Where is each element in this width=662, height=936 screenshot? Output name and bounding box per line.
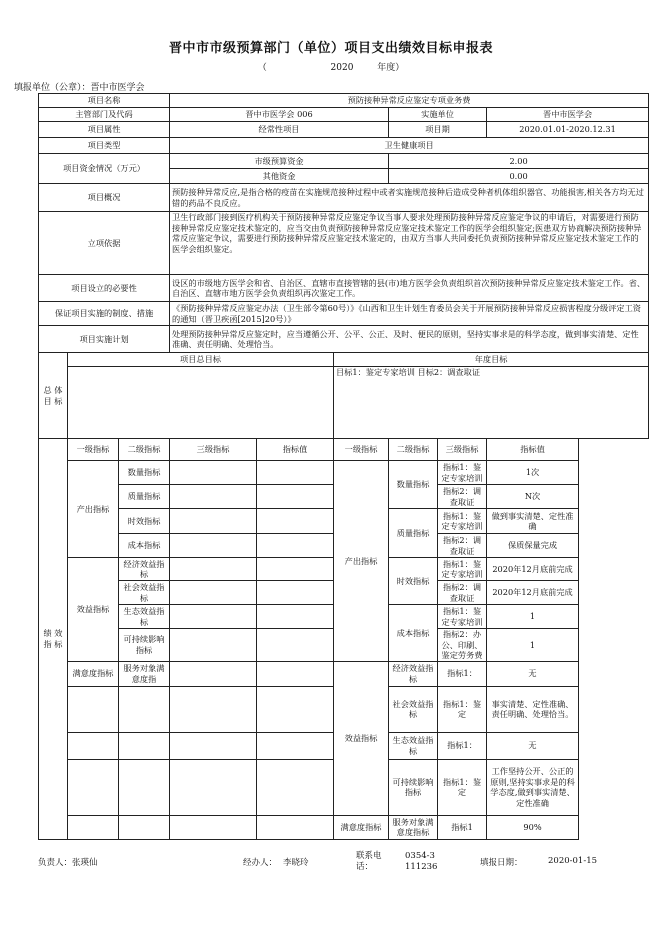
left-l1-header: 一级指标 [68, 439, 119, 461]
footer-date: 2020-01-15 [548, 856, 598, 866]
left-satisfaction-label: 满意度指标 [68, 661, 119, 686]
fill-unit: 填报单位（公章）：晋中市医学会 [14, 83, 145, 93]
empty-cell [170, 815, 257, 839]
empty-cell [170, 732, 257, 759]
right-qa2-name: 指标2：调查取证 [438, 534, 487, 558]
year-close: 年度） [377, 63, 405, 73]
plan-text: 处理预防接种异常反应鉴定时，应当遵循公开、公平、公正、及时、便民的原则，坚持实事求是的科学态度，做到事实清楚、定性准确、责任明确、处理恰当。 [170, 326, 649, 353]
system-label: 保证项目实施的制度、措施 [39, 302, 170, 326]
right-social-name: 指标1：鉴定 [438, 686, 487, 732]
empty-cell [68, 815, 119, 839]
empty-cell [119, 815, 170, 839]
right-eco-name: 指标1： [438, 732, 487, 759]
right-c1-val: 1 [487, 605, 579, 629]
left-cost: 成本指标 [119, 534, 170, 558]
empty-cell [257, 686, 334, 732]
footer-owner: 负责人：张瑛仙 [38, 858, 98, 868]
right-q1-name: 指标1：鉴定专家培训 [438, 461, 487, 485]
left-sustain-val [257, 629, 334, 662]
impl-value: 晋中市医学会 [487, 108, 649, 122]
right-q2-val: N次 [487, 485, 579, 509]
right-qa1-name: 指标1：鉴定专家培训 [438, 509, 487, 534]
footer-phone-label: 联系电话： [356, 851, 382, 873]
indicator-section-label: 绩 效 指 标 [39, 439, 68, 840]
total-goal-text [68, 367, 334, 439]
right-econ-val: 无 [487, 661, 579, 686]
left-time-val [257, 509, 334, 534]
empty-cell [257, 815, 334, 839]
left-quantity-val [257, 461, 334, 485]
right-social-val: 事实清楚、定性准确、责任明确、处理恰当。 [487, 686, 579, 732]
left-l2-header: 二级指标 [119, 439, 170, 461]
right-eco: 生态效益指标 [389, 732, 438, 759]
left-benefit-label: 效益指标 [68, 558, 119, 662]
empty-cell [119, 759, 170, 815]
right-service: 服务对象满意度指标 [389, 815, 438, 839]
right-c1-name: 指标1：鉴定专家培训 [438, 605, 487, 629]
left-val-header: 指标值 [257, 439, 334, 461]
necessity-label: 项目设立的必要性 [39, 275, 170, 302]
attr-label: 项目属性 [39, 122, 170, 138]
left-service: 服务对象满意度指 [119, 661, 170, 686]
right-t2-val: 2020年12月底前完成 [487, 581, 579, 605]
fund-other-label: 其他资金 [170, 169, 389, 184]
left-eco-val [257, 605, 334, 629]
right-econ: 经济效益指标 [389, 661, 438, 686]
left-quality-l3 [170, 485, 257, 509]
left-sustain-l3 [170, 629, 257, 662]
left-quality: 质量指标 [119, 485, 170, 509]
overall-goal-label: 总 体 目 标 [39, 353, 68, 439]
attr-value: 经常性项目 [170, 122, 389, 138]
empty-cell [257, 732, 334, 759]
empty-cell [119, 732, 170, 759]
right-satisfaction-label: 满意度指标 [334, 815, 389, 839]
right-qa2-val: 保质保量完成 [487, 534, 579, 558]
left-sustain: 可持续影响指标 [119, 629, 170, 662]
left-l3-header: 三级指标 [170, 439, 257, 461]
right-qa1-val: 做到事实清楚、定性准确 [487, 509, 579, 534]
fund-other-value: 0.00 [389, 169, 649, 184]
overview-label: 项目概况 [39, 184, 170, 212]
fund-city-label: 市级预算资金 [170, 154, 389, 169]
right-l3-header: 三级指标 [438, 439, 487, 461]
left-cost-l3 [170, 534, 257, 558]
left-service-l3 [170, 661, 257, 686]
left-eco: 生态效益指标 [119, 605, 170, 629]
right-quantity: 数量指标 [389, 461, 438, 509]
footer-phone: 0354-3111236 [405, 851, 438, 873]
right-q1-val: 1次 [487, 461, 579, 485]
total-goal-header: 项目总目标 [68, 353, 334, 367]
right-l2-header: 二级指标 [389, 439, 438, 461]
left-econ-l3 [170, 558, 257, 581]
left-service-val [257, 661, 334, 686]
fund-label: 项目资金情况（万元） [39, 154, 170, 184]
footer-handler-label: 经办人： [243, 858, 278, 868]
empty-cell [170, 759, 257, 815]
performance-table [38, 93, 649, 840]
basis-label: 立项依据 [39, 212, 170, 275]
left-econ: 经济效益指标 [119, 558, 170, 581]
basis-text: 卫生行政部门接到医疗机构关于预防接种异常反应鉴定争议当事人要求处理预防接种异常反应鉴定争议的申请后，对需要进行预防接种异常反应鉴定技术鉴定的，应当交由负责预防接种异常反应鉴定技术鉴定工作的医学会组织鉴定;医患双方协商解决预防接种异常反应鉴定争议，需要进行预防接种异常反应鉴定技术鉴定的，由双方当事人共同委托负责预防接种异常反应鉴定技术鉴定工作的医学会组织鉴定。 [170, 212, 649, 275]
right-t2-name: 指标2：调查取证 [438, 581, 487, 605]
right-t1-name: 指标1：鉴定专家培训 [438, 558, 487, 581]
right-sustain-name: 指标1：鉴定 [438, 759, 487, 815]
left-eco-l3 [170, 605, 257, 629]
right-output-label: 产出指标 [334, 461, 389, 662]
period-value: 2020.01.01-2020.12.31 [487, 122, 649, 138]
fund-city-value: 2.00 [389, 154, 649, 169]
right-l1-header: 一级指标 [334, 439, 389, 461]
left-econ-val [257, 558, 334, 581]
right-cost: 成本指标 [389, 605, 438, 662]
right-quality: 质量指标 [389, 509, 438, 558]
year-open: （ [257, 63, 267, 73]
left-social: 社会效益指标 [119, 581, 170, 605]
system-text: 《预防接种异常反应鉴定办法（卫生部令第60号）》《山西和卫生计划生育委员会关于开展预防接种异常反应损害程度分级评定工资的通知（晋卫疾函[2015]20号）》 [170, 302, 649, 326]
project-name-label: 项目名称 [39, 94, 170, 108]
plan-label: 项目实施计划 [39, 326, 170, 353]
right-time: 时效指标 [389, 558, 438, 605]
footer-handler: 李晓玲 [283, 858, 309, 868]
right-social: 社会效益指标 [389, 686, 438, 732]
necessity-text: 设区的市级地方医学会和省、自治区、直辖市直接管辖的县(市)地方医学会负责组织首次预防接种异常反应鉴定技术鉴定工作。省、自治区、直辖市地方医学会负责组织再次鉴定工作。 [170, 275, 649, 302]
annual-goal-text: 目标1：鉴定专家培训 目标2：调查取证 [334, 367, 649, 439]
left-quality-val [257, 485, 334, 509]
impl-label: 实施单位 [389, 108, 487, 122]
right-service-val: 90% [487, 815, 579, 839]
dept-value: 晋中市医学会 006 [170, 108, 389, 122]
right-c2-name: 指标2：办公、印刷、鉴定劳务费 [438, 629, 487, 662]
left-quantity: 数量指标 [119, 461, 170, 485]
right-econ-name: 指标1： [438, 661, 487, 686]
footer-date-label: 填报日期： [480, 858, 523, 868]
overview-text: 预防接种异常反应,是指合格的疫苗在实施规范接种过程中或者实施规范接种后造成受种者机体组织器官、功能损害,相关各方均无过错的药品不良反应。 [170, 184, 649, 212]
left-quantity-l3 [170, 461, 257, 485]
empty-cell [257, 759, 334, 815]
project-name-value: 预防接种异常反应鉴定专项业务费 [170, 94, 649, 108]
left-cost-val [257, 534, 334, 558]
empty-cell [68, 686, 119, 732]
right-val-header: 指标值 [487, 439, 579, 461]
annual-goal-header: 年度目标 [334, 353, 649, 367]
left-social-val [257, 581, 334, 605]
page-title: 晋中市市级预算部门（单位）项目支出绩效目标申报表 [168, 41, 493, 56]
type-value: 卫生健康项目 [170, 138, 649, 154]
period-label: 项目期 [389, 122, 487, 138]
right-t1-val: 2020年12月底前完成 [487, 558, 579, 581]
year-line [0, 60, 662, 73]
empty-cell [68, 759, 119, 815]
left-output-label: 产出指标 [68, 461, 119, 558]
right-sustain: 可持续影响指标 [389, 759, 438, 815]
type-label: 项目类型 [39, 138, 170, 154]
empty-cell [68, 732, 119, 759]
dept-label: 主管部门及代码 [39, 108, 170, 122]
right-service-name: 指标1 [438, 815, 487, 839]
left-time-l3 [170, 509, 257, 534]
empty-cell [119, 686, 170, 732]
empty-cell [170, 686, 257, 732]
right-c2-val: 1 [487, 629, 579, 662]
left-time: 时效指标 [119, 509, 170, 534]
right-sustain-val: 工作坚持公开、公正的原则,坚持实事求是的科学态度,做到事实清楚、定性准确 [487, 759, 579, 815]
right-q2-name: 指标2：调查取证 [438, 485, 487, 509]
year-value: 2020 [330, 63, 354, 73]
right-eco-val: 无 [487, 732, 579, 759]
right-benefit-label: 效益指标 [334, 661, 389, 815]
left-social-l3 [170, 581, 257, 605]
